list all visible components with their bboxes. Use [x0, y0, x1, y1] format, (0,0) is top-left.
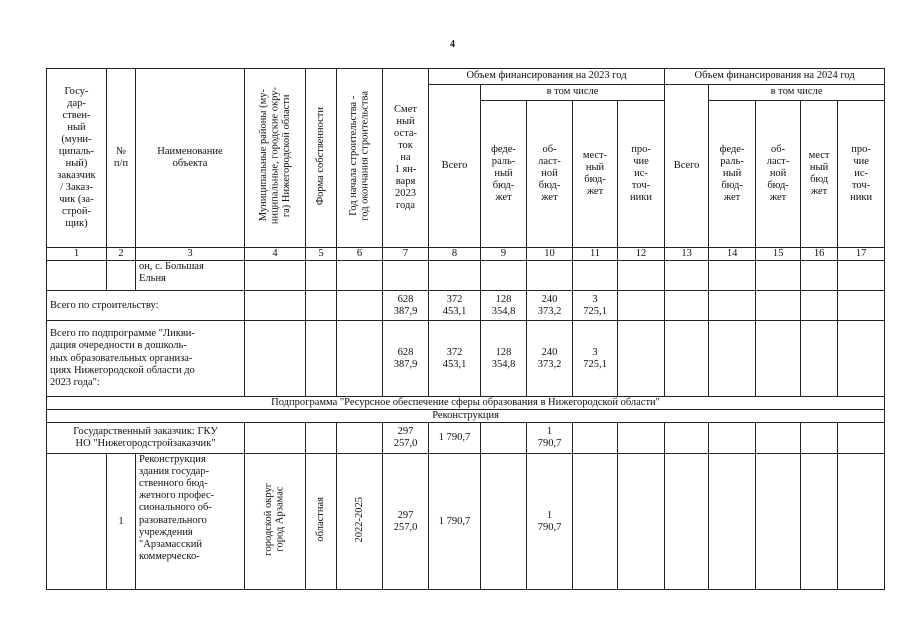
col-num: 9	[481, 248, 527, 261]
col-num: 14	[709, 248, 756, 261]
header-number: № п/п	[107, 69, 136, 248]
cell	[756, 423, 801, 454]
cell	[709, 291, 756, 321]
page-number: 4	[450, 39, 455, 50]
col-num: 16	[801, 248, 838, 261]
cell	[481, 261, 527, 291]
construction-total-local: 3 725,1	[573, 291, 618, 321]
col-num: 15	[756, 248, 801, 261]
cell	[756, 291, 801, 321]
object-name: Реконструкция здания государ- ственного бюд- жетного профес- сионального об- разовательного учреждения "Арзамасский коммерческо-	[136, 454, 245, 590]
cell	[618, 454, 665, 590]
col-num: 17	[838, 248, 885, 261]
cell	[337, 291, 383, 321]
col-num: 2	[107, 248, 136, 261]
cell	[306, 423, 337, 454]
object-regional-2023: 1 790,7	[527, 454, 573, 590]
header-districts-text: Муниципальные районы (му- ниципальные, городские окру- га) Нижегородской области	[257, 87, 292, 225]
cell	[838, 321, 885, 397]
cell	[665, 321, 709, 397]
cell	[838, 261, 885, 291]
cell	[481, 423, 527, 454]
object-years	[337, 454, 383, 590]
cell	[756, 454, 801, 590]
financing-table	[46, 68, 885, 590]
cell	[383, 261, 429, 291]
header-regional-2024: об- ласт- ной бюд- жет	[756, 101, 801, 248]
col-num: 13	[665, 248, 709, 261]
cell	[481, 454, 527, 590]
reconstruction-row	[47, 410, 885, 423]
header-total-2023: Всего	[429, 85, 481, 248]
header-years	[337, 69, 383, 248]
subprogram-total-2023: 372 453,1	[429, 321, 481, 397]
continued-object-name: он, с. Большая Ельня	[136, 261, 245, 291]
cell	[573, 261, 618, 291]
object-row	[47, 454, 885, 590]
cell	[306, 321, 337, 397]
col-num: 4	[245, 248, 306, 261]
header-object-name: Наименование объекта	[136, 69, 245, 248]
cell	[245, 261, 306, 291]
cell	[245, 321, 306, 397]
state-customer-regional: 1 790,7	[527, 423, 573, 454]
construction-total-estimate: 628 387,9	[383, 291, 429, 321]
construction-total-label: Всего по строительству:	[47, 291, 245, 321]
cell	[709, 423, 756, 454]
cell	[801, 261, 838, 291]
header-ownership	[306, 69, 337, 248]
object-ownership-text: областная	[315, 497, 327, 542]
object-district	[245, 454, 306, 590]
subprogram-total-regional: 240 373,2	[527, 321, 573, 397]
col-num: 7	[383, 248, 429, 261]
header-financing-2024: Объем финансирования на 2024 год	[665, 69, 885, 85]
cell	[801, 454, 838, 590]
cell	[107, 261, 136, 291]
header-ownership-text: Форма собственности	[315, 106, 327, 206]
header-regional-2023: об- ласт- ной бюд- жет	[527, 101, 573, 248]
cell	[801, 321, 838, 397]
cell	[573, 454, 618, 590]
header-federal-2024: феде- раль- ный бюд- жет	[709, 101, 756, 248]
cell	[801, 423, 838, 454]
cell	[665, 291, 709, 321]
cell	[337, 423, 383, 454]
cell	[47, 261, 107, 291]
subprogram-total-estimate: 628 387,9	[383, 321, 429, 397]
object-years-text: 2022-2025	[353, 496, 365, 543]
cell	[838, 291, 885, 321]
cell	[618, 291, 665, 321]
cell	[573, 423, 618, 454]
col-num: 1	[47, 248, 107, 261]
col-num: 11	[573, 248, 618, 261]
cell	[618, 261, 665, 291]
cell	[527, 261, 573, 291]
col-num: 8	[429, 248, 481, 261]
col-num: 10	[527, 248, 573, 261]
cell	[838, 423, 885, 454]
cell	[245, 423, 306, 454]
header-including-2023: в том числе	[481, 85, 665, 101]
cell	[47, 454, 107, 590]
header-years-text: Год начала строительства - год окончания строительства	[347, 91, 371, 221]
object-district-text: городской округ город Арзамас	[263, 483, 286, 556]
cell	[306, 261, 337, 291]
cell	[756, 261, 801, 291]
cell	[618, 321, 665, 397]
state-customer-row	[47, 423, 885, 454]
cell	[801, 291, 838, 321]
continuation-row	[47, 261, 885, 291]
header-other-2023: про- чие ис- точ- ники	[618, 101, 665, 248]
col-num: 5	[306, 248, 337, 261]
object-total-2023: 1 790,7	[429, 454, 481, 590]
state-customer-2023: 1 790,7	[429, 423, 481, 454]
cell	[306, 291, 337, 321]
header-including-2024: в том числе	[709, 85, 885, 101]
header-customer: Госу- дар- ствен- ный (муни- ципаль- ный) заказчик / Заказ- чик (за- строй- щик)	[47, 69, 107, 248]
cell	[337, 261, 383, 291]
header-districts	[245, 69, 306, 248]
header-total-2024: Всего	[665, 85, 709, 248]
cell	[756, 321, 801, 397]
cell	[838, 454, 885, 590]
subprogram-total-local: 3 725,1	[573, 321, 618, 397]
header-financing-2023: Объем финансирования на 2023 год	[429, 69, 665, 85]
cell	[337, 321, 383, 397]
subprogram-title-row	[47, 397, 885, 410]
column-numbers-row	[47, 248, 885, 261]
object-ownership	[306, 454, 337, 590]
header-estimate-balance: Смет ный оста- ток на 1 ян- варя 2023 года	[383, 69, 429, 248]
state-customer-estimate: 297 257,0	[383, 423, 429, 454]
col-num: 12	[618, 248, 665, 261]
header-row-1	[47, 69, 885, 85]
cell	[709, 454, 756, 590]
cell	[665, 423, 709, 454]
col-num: 3	[136, 248, 245, 261]
construction-total-federal: 128 354,8	[481, 291, 527, 321]
cell	[245, 291, 306, 321]
construction-total-regional: 240 373,2	[527, 291, 573, 321]
col-num: 6	[337, 248, 383, 261]
subprogram-title: Подпрограмма "Ресурсное обеспечение сферы образования в Нижегородской области"	[47, 397, 885, 410]
cell	[429, 261, 481, 291]
subprogram-total-row	[47, 321, 885, 397]
reconstruction-heading: Реконструкция	[47, 410, 885, 423]
header-other-2024: про- чие ис- точ- ники	[838, 101, 885, 248]
cell	[618, 423, 665, 454]
cell	[709, 321, 756, 397]
header-local-2023: мест- ный бюд- жет	[573, 101, 618, 248]
cell	[665, 261, 709, 291]
header-local-2024: мест ный бюд жет	[801, 101, 838, 248]
construction-total-row	[47, 291, 885, 321]
cell	[709, 261, 756, 291]
object-estimate: 297 257,0	[383, 454, 429, 590]
construction-total-2023: 372 453,1	[429, 291, 481, 321]
subprogram-total-federal: 128 354,8	[481, 321, 527, 397]
state-customer-label: Государственный заказчик: ГКУ НО "Нижегородстройзаказчик"	[47, 423, 245, 454]
header-federal-2023: феде- раль- ный бюд- жет	[481, 101, 527, 248]
object-number: 1	[107, 454, 136, 590]
cell	[665, 454, 709, 590]
subprogram-total-label: Всего по подпрограмме "Ликви- дация очередности в дошколь- ных образовательных организа- циях Нижегородской области до 2023 года":	[47, 321, 245, 397]
